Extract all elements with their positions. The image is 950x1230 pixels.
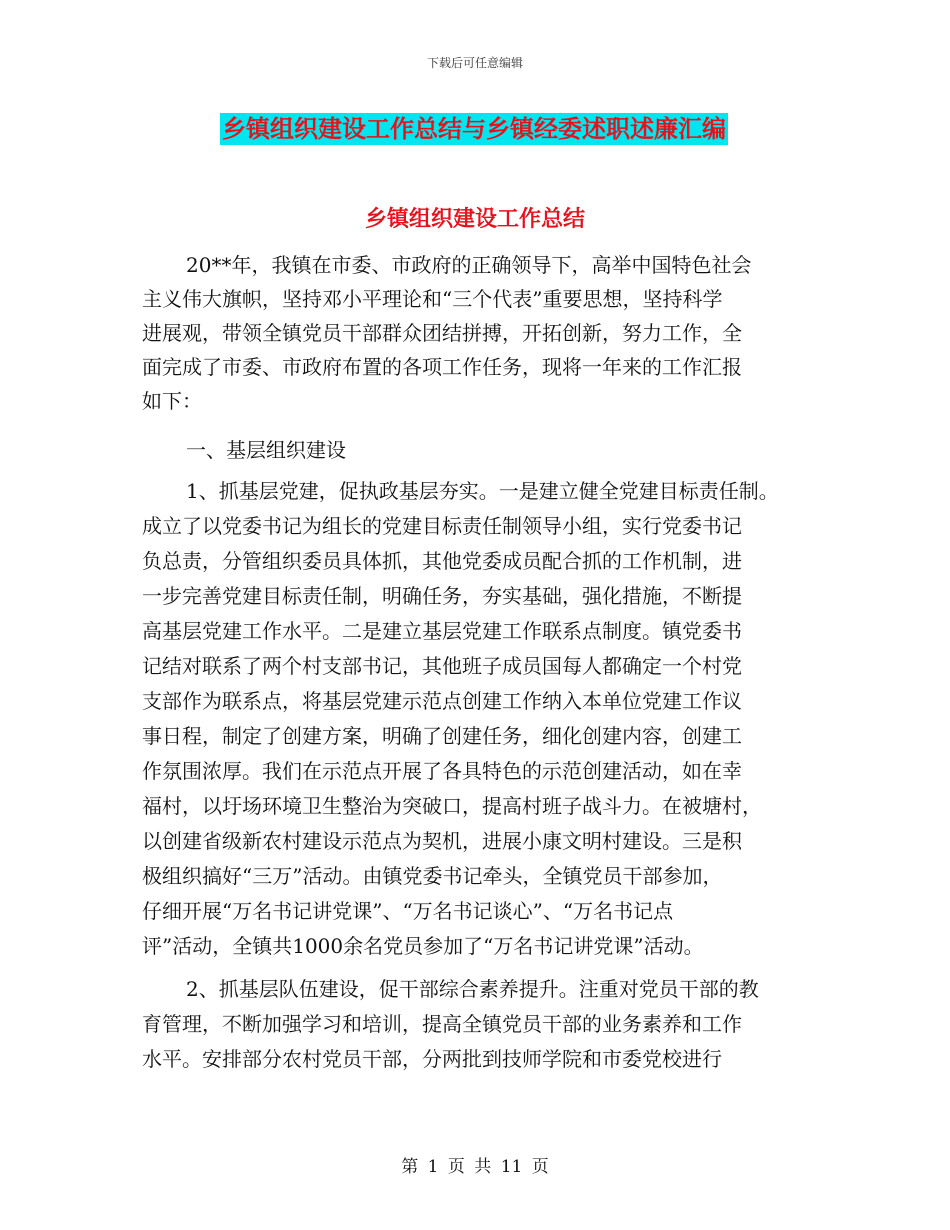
paragraph-line: 高基层党建工作水平。二是建立基层党建工作联系点制度。镇党委书 <box>142 619 742 643</box>
page-footer: 第 1 页 共 11 页 <box>401 1157 549 1177</box>
document-title: 乡镇组织建设工作总结与乡镇经委述职述廉汇编 <box>222 115 726 143</box>
paragraph-line: 水平。安排部分农村党员干部，分两批到技师学院和市委党校进行 <box>142 1047 722 1071</box>
paragraph-line: 以创建省级新农村建设示范点为契机，进展小康文明村建设。三是积 <box>142 829 742 853</box>
paragraph-line: 事日程，制定了创建方案，明确了创建任务，细化创建内容，创建工 <box>142 724 742 748</box>
paragraph-line: 1、抓基层党建，促执政基层夯实。一是建立健全党建目标责任制。 <box>186 479 779 503</box>
section-title: 乡镇组织建设工作总结 <box>364 207 585 232</box>
paragraph-line: 一步完善党建目标责任制，明确任务，夯实基础，强化措施，不断提 <box>142 584 742 608</box>
paragraph-line: 育管理，不断加强学习和培训，提高全镇党员干部的业务素养和工作 <box>142 1012 742 1036</box>
paragraph-line: 仔细开展“万名书记讲党课”、“万名书记谈心”、“万名书记点 <box>142 899 674 923</box>
paragraph-line: 支部作为联系点，将基层党建示范点创建工作纳入本单位党建工作议 <box>142 689 742 713</box>
paragraph-line: 面完成了市委、市政府布置的各项工作任务，现将一年来的工作汇报 <box>142 355 742 379</box>
paragraph-line: 评”活动，全镇共1000余名党员参加了“万名书记讲党课”活动。 <box>142 934 704 958</box>
paragraph-line: 记结对联系了两个村支部书记，其他班子成员国每人都确定一个村党 <box>142 654 742 678</box>
paragraph-line: 进展观，带领全镇党员干部群众团结拼搏，开拓创新，努力工作，全 <box>142 321 742 345</box>
section-heading: 一、基层组织建设 <box>186 438 346 462</box>
paragraph-line: 20**年，我镇在市委、市政府的正确领导下，高举中国特色社会 <box>186 253 752 277</box>
paragraph-line: 福村，以圩场环境卫生整治为突破口，提高村班子战斗力。在被塘村， <box>142 794 762 818</box>
header-note: 下载后可任意编辑 <box>426 56 523 70</box>
paragraph-line: 2、抓基层队伍建设，促干部综合素养提升。注重对党员干部的教 <box>186 977 759 1001</box>
paragraph-line: 负总责，分管组织委员具体抓，其他党委成员配合抓的工作机制，进 <box>142 549 742 573</box>
paragraph-line: 作氛围浓厚。我们在示范点开展了各具特色的示范创建活动，如在幸 <box>142 759 742 783</box>
paragraph-line: 如下： <box>142 389 202 413</box>
paragraph-line: 主义伟大旗帜，坚持邓小平理论和“三个代表”重要思想，坚持科学 <box>142 287 723 311</box>
paragraph-line: 极组织搞好“三万”活动。由镇党委书记牵头，全镇党员干部参加， <box>142 864 723 888</box>
paragraph-line: 成立了以党委书记为组长的党建目标责任制领导小组，实行党委书记 <box>142 514 742 538</box>
